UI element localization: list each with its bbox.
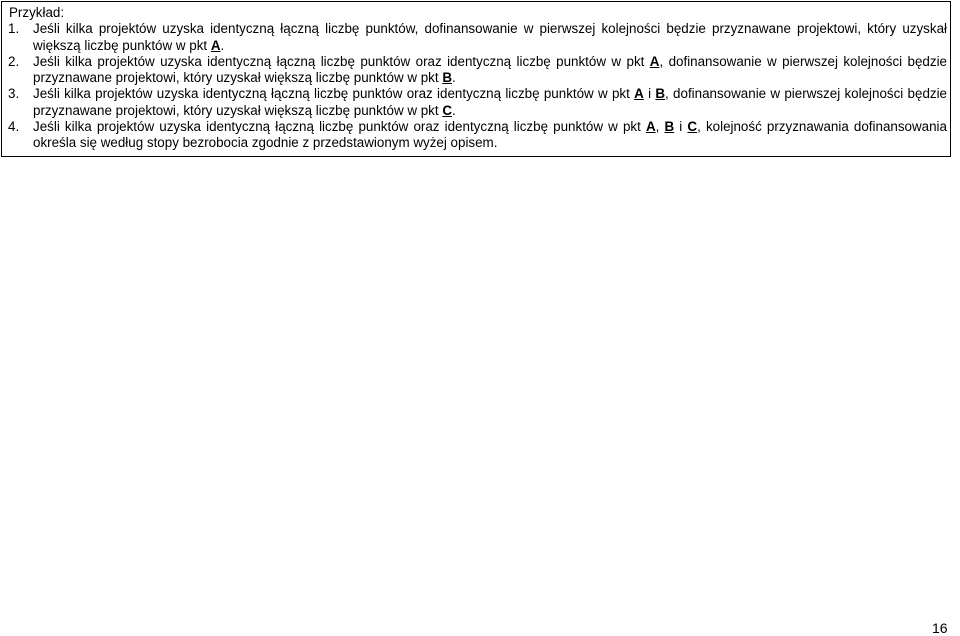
point-reference: B <box>664 119 675 135</box>
list-item <box>8 86 947 119</box>
example-box <box>1 1 951 157</box>
point-reference: A <box>210 37 221 53</box>
list-item <box>8 54 947 87</box>
point-reference: C <box>687 119 698 135</box>
point-reference: A <box>645 119 656 135</box>
point-reference: A <box>649 53 660 69</box>
point-reference: C <box>442 102 452 118</box>
list-item <box>8 119 947 152</box>
point-reference: B <box>442 70 452 86</box>
item-number: 1. <box>8 21 20 37</box>
page-number: 16 <box>932 620 948 636</box>
example-heading: Przykład: <box>9 5 65 20</box>
point-reference: A <box>634 86 644 102</box>
item-number: 4. <box>8 119 20 135</box>
item-text: Jeśli kilka projektów uzyska identyczną łączną liczbę punktów oraz identyczną liczbę punktów w pkt A i B, dofinansowanie w pierwszej kolejności będzie przyznawane projektowi, który uzyskał większą liczbę punktów w pkt C. <box>33 86 948 118</box>
item-number: 3. <box>8 86 20 102</box>
point-reference: B <box>655 86 666 102</box>
item-number: 2. <box>8 53 20 69</box>
item-text: Jeśli kilka projektów uzyska identyczną łączną liczbę punktów oraz identyczną liczbę punktów w pkt A, dofinansowanie w pierwszej kolejności będzie przyznawane projektowi, który uzyskał większą liczbę punktów w pkt B. <box>33 53 947 86</box>
item-text: Jeśli kilka projektów uzyska identyczną łączną liczbę punktów oraz identyczną liczbę punktów w pkt A, B i C, kolejność przyznawania dofinansowania określa się według stopy bezrobocia zgodnie z przedstawionym wyżej opisem. <box>33 119 947 151</box>
item-text: Jeśli kilka projektów uzyska identyczną łączną liczbę punktów, dofinansowanie w pierwszej kolejności będzie przyznawane projektowi, który uzyskał większą liczbę punktów w pkt A. <box>33 21 947 53</box>
list-item <box>8 21 947 54</box>
